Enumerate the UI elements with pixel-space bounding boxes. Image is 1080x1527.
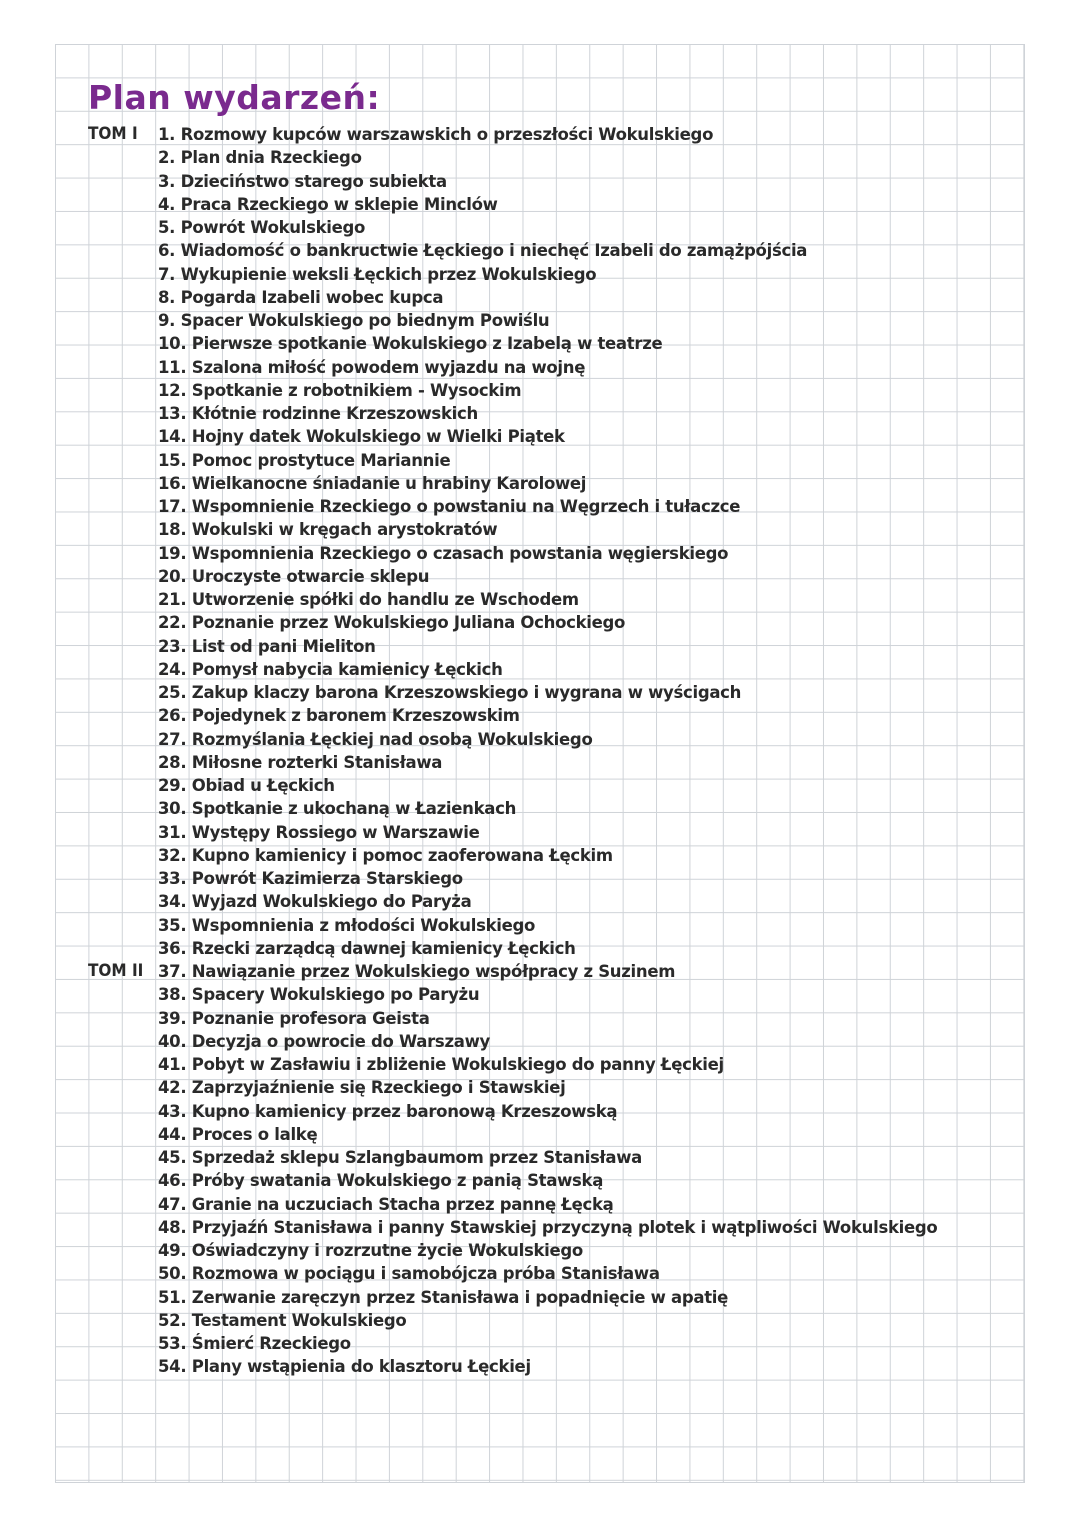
- event-item: 15. Pomoc prostytuce Mariannie: [158, 450, 451, 470]
- event-item: 24. Pomysł nabycia kamienicy Łęckich: [158, 659, 503, 679]
- event-item: 22. Poznanie przez Wokulskiego Juliana Ochockiego: [158, 613, 626, 633]
- event-item: 16. Wielkanocne śniadanie u hrabiny Karolowej: [158, 473, 587, 493]
- event-item: 44. Proces o lalkę: [158, 1124, 318, 1144]
- event-item: 18. Wokulski w kręgach arystokratów: [158, 520, 498, 540]
- event-item: 42. Zaprzyjaźnienie się Rzeckiego i Stawskiej: [158, 1078, 566, 1098]
- event-item: 11. Szalona miłość powodem wyjazdu na wojnę: [158, 357, 586, 377]
- events-list: [158, 123, 937, 1379]
- event-item: 31. Występy Rossiego w Warszawie: [158, 822, 480, 842]
- event-item: 2. Plan dnia Rzeckiego: [158, 148, 362, 168]
- event-item: 6. Wiadomość o bankructwie Łęckiego i niechęć Izabeli do zamążpójścia: [158, 241, 808, 261]
- event-item: 3. Dzieciństwo starego subiekta: [158, 171, 447, 191]
- event-item: 5. Powrót Wokulskiego: [158, 218, 366, 237]
- event-item: 20. Uroczyste otwarcie sklepu: [158, 566, 430, 586]
- event-item: 33. Powrót Kazimierza Starskiego: [158, 869, 463, 888]
- event-item: 50. Rozmowa w pociągu i samobójcza próba Stanisława: [158, 1264, 660, 1284]
- event-item: 19. Wspomnienia Rzeckiego o czasach powstania węgierskiego: [158, 543, 729, 563]
- event-item: 47. Granie na uczuciach Stacha przez pannę Łęcką: [158, 1194, 614, 1214]
- event-item: 7. Wykupienie weksli Łęckich przez Wokulskiego: [158, 264, 597, 284]
- event-item: 37. Nawiązanie przez Wokulskiego współpracy z Suzinem: [158, 962, 676, 981]
- volume-label-tom-1: TOM I: [88, 124, 138, 144]
- event-item: 13. Kłótnie rodzinne Krzeszowskich: [158, 404, 478, 423]
- event-item: 12. Spotkanie z robotnikiem - Wysockim: [158, 380, 522, 400]
- event-item: 23. List od pani Mieliton: [158, 636, 376, 656]
- event-item: 38. Spacery Wokulskiego po Paryżu: [158, 985, 480, 1005]
- page-title: Plan wydarzeń:: [88, 78, 381, 117]
- event-item: 29. Obiad u Łęckich: [158, 776, 335, 795]
- event-item: 35. Wspomnienia z młodości Wokulskiego: [158, 915, 536, 935]
- event-item: 48. Przyjaźń Stanisława i panny Stawskiej przyczyną plotek i wątpliwości Wokulskiego: [158, 1217, 938, 1237]
- event-item: 45. Sprzedaż sklepu Szlangbaumom przez Stanisława: [158, 1148, 642, 1167]
- event-item: 52. Testament Wokulskiego: [158, 1310, 407, 1330]
- event-item: 17. Wspomnienie Rzeckiego o powstaniu na Węgrzech i tułaczce: [158, 497, 741, 516]
- event-item: 40. Decyzja o powrocie do Warszawy: [158, 1031, 490, 1051]
- event-item: 49. Oświadczyny i rozrzutne życie Wokulskiego: [158, 1241, 583, 1260]
- event-item: 4. Praca Rzeckiego w sklepie Minclów: [158, 194, 498, 214]
- event-item: 46. Próby swatania Wokulskiego z panią Stawską: [158, 1171, 604, 1191]
- event-item: 26. Pojedynek z baronem Krzeszowskim: [158, 706, 520, 726]
- event-item: 34. Wyjazd Wokulskiego do Paryża: [158, 892, 472, 912]
- event-item: 27. Rozmyślania Łęckiej nad osobą Wokulskiego: [158, 729, 593, 749]
- event-item: 54. Plany wstąpienia do klasztoru Łęckiej: [158, 1357, 531, 1377]
- event-item: 43. Kupno kamienicy przez baronową Krzeszowską: [158, 1101, 618, 1121]
- event-item: 53. Śmierć Rzeckiego: [158, 1334, 351, 1353]
- event-item: 9. Spacer Wokulskiego po biednym Powiślu: [158, 311, 550, 330]
- event-item: 51. Zerwanie zaręczyn przez Stanisława i popadnięcie w apatię: [158, 1287, 729, 1307]
- event-item: 10. Pierwsze spotkanie Wokulskiego z Izabelą w teatrze: [158, 334, 663, 354]
- event-item: 14. Hojny datek Wokulskiego w Wielki Piątek: [158, 427, 565, 447]
- event-item: 36. Rzecki zarządcą dawnej kamienicy Łęckich: [158, 938, 576, 958]
- event-item: 21. Utworzenie spółki do handlu ze Wschodem: [158, 590, 579, 609]
- event-item: 41. Pobyt w Zasławiu i zbliżenie Wokulskiego do panny Łęckiej: [158, 1055, 724, 1074]
- event-item: 25. Zakup klaczy barona Krzeszowskiego i wygrana w wyścigach: [158, 683, 742, 702]
- event-item: 8. Pogarda Izabeli wobec kupca: [158, 287, 444, 307]
- event-item: 32. Kupno kamienicy i pomoc zaoferowana Łęckim: [158, 845, 613, 865]
- event-item: 39. Poznanie profesora Geista: [158, 1008, 430, 1028]
- event-item: 28. Miłosne rozterki Stanisława: [158, 752, 443, 772]
- event-item: 30. Spotkanie z ukochaną w Łazienkach: [158, 799, 517, 819]
- volume-label-tom-2: TOM II: [88, 961, 144, 981]
- event-item: 1. Rozmowy kupców warszawskich o przeszłości Wokulskiego: [158, 125, 714, 144]
